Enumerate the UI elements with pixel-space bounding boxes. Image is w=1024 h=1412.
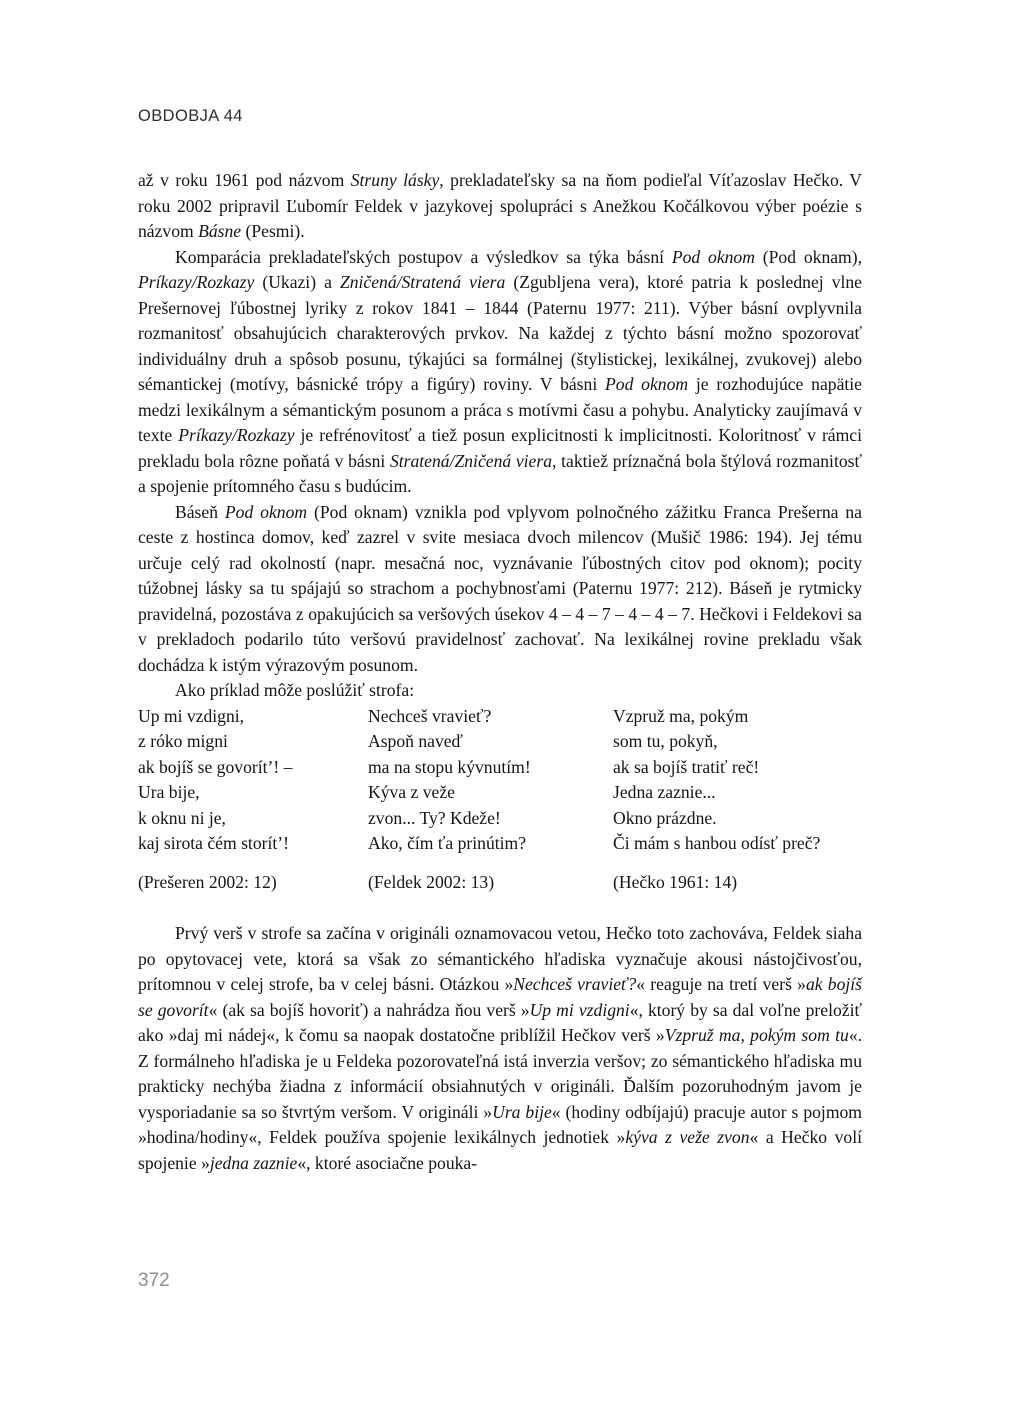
text-segment: (Zgubljena vera), ktoré patria k poslednej vlne Prešernovej ľúbostnej lyriky z rokov 1841 – 1844 (Paternu 1977: 211). Výber básní ovplyvnila rozmanitosť obsahujúcich charakterových prvkov. Na každej z týchto básní možno spozorovať individuálny druh a spôsob posunu, týkajúci sa formálnej (štylistickej, lexikálnej, zvukovej) alebo sémantickej (motívy, básnické trópy a figúry) roviny. V básni bbox=[138, 272, 862, 394]
italic-text: Up mi vzdigni bbox=[529, 999, 630, 1020]
italic-text: Príkazy/Rozkazy bbox=[178, 425, 295, 445]
italic-text: ak bojíš se govorít bbox=[138, 974, 863, 1020]
text-segment: Ako príklad môže poslúžiť strofa: bbox=[175, 680, 415, 700]
verse-line: kaj sirota čém storít’! bbox=[138, 833, 289, 853]
text-segment: (Pod oknam) vznikla pod vplyvom polnočného zážitku Franca Prešerna na ceste z hostinca domov, keď zazrel v svite mesiaca dvoch milencov (Mušič 1986: 194). Jej tému určuje celý rad okolností (napr. mesačná noc, vyznávanie ľúbostných citov pod oknom); pocity túžobnej lásky sa tu spájajú so strachom a pochybnosťami (Paternu 1977: 212). Báseň je rytmicky pravidelná, pozostáva z opakujúcich sa veršových úsekov 4 – 4 – 7 – 4 – 4 – 7. Hečkovi i Feldekovi sa v prekladoch podarilo túto veršovú pravidelnosť zachovať. Na lexikálnej rovine prekladu však dochádza k istým výrazovým posunom. bbox=[138, 501, 862, 675]
text-segment: (Ukazi) a bbox=[254, 272, 340, 292]
italic-text: Zničená/Stratená viera bbox=[339, 272, 506, 292]
text-segment: (Pesmi). bbox=[241, 221, 305, 241]
verse-line: Vzpruž ma, pokým bbox=[613, 705, 749, 726]
text-segment: je rozhodujúce napätie medzi lexikálnym a sémantickým posunom a práca s motívmi času a pohybu. Analyticky zaujímavá v texte bbox=[138, 374, 862, 445]
italic-text: Ura bije bbox=[492, 1101, 552, 1122]
paragraph-komparacia bbox=[138, 245, 862, 500]
text-segment: «, ktoré asociačne pouka- bbox=[297, 1152, 478, 1173]
text-segment: « (hodiny odbíjajú) pracuje autor s pojmom »hodina/hodiny«, Feldek používa spojenie lexikálnych jednotiek » bbox=[138, 1101, 862, 1147]
italic-text: Nechceš vravieť? bbox=[513, 974, 637, 994]
italic-text: Pod oknom bbox=[671, 246, 755, 267]
verse-line: ak sa bojíš tratiť reč! bbox=[613, 756, 760, 777]
verse-line: Či mám s hanbou odísť preč? bbox=[613, 833, 821, 853]
text-segment: « (ak sa bojíš hovoriť) a nahrádza ňou verš » bbox=[208, 999, 530, 1020]
italic-text: Stratená/Zničená viera bbox=[389, 450, 553, 471]
verse-line: Kýva z veže bbox=[368, 782, 455, 802]
paragraph-intro bbox=[138, 168, 862, 245]
italic-text: kýva z veže zvon bbox=[625, 1127, 750, 1147]
verse-line: Ura bije, bbox=[138, 782, 200, 802]
text-segment: Prvý verš v strofe sa začína v origináli oznamovacou vetou, Hečko toto zachováva, Feldek siaha po opytovacej vete, ktorá sa však zo sémantického hľadiska vyznačuje akousi nástojčivosťou, prítomnou v celej strofe, ba v celej básni. Otázkou » bbox=[138, 923, 862, 994]
verse-comparison-block bbox=[138, 704, 862, 896]
text-segment: až v roku 1961 pod názvom bbox=[138, 170, 351, 190]
verse-line: som tu, pokyň, bbox=[613, 731, 718, 751]
running-head: OBDOBJA 44 bbox=[138, 107, 243, 125]
italic-text: Pod oknom bbox=[224, 501, 308, 522]
paragraph-priklad-lead-in bbox=[138, 678, 862, 704]
verse-column-hecko bbox=[613, 704, 862, 896]
text-segment: , taktiež príznačná bola štýlová rozmanitosť a spojenie prítomného času s budúcim. bbox=[138, 450, 862, 496]
verse-line: ak bojíš se govorít’! – bbox=[138, 756, 293, 777]
body-text-block bbox=[138, 168, 862, 1176]
text-segment: « a Hečko volí spojenie » bbox=[138, 1127, 862, 1173]
verse-line: k oknu ni je, bbox=[138, 807, 226, 828]
verse-line: Up mi vzdigni, bbox=[138, 705, 245, 726]
verse-line: Okno prázdne. bbox=[613, 807, 717, 828]
text-segment: Komparácia prekladateľských postupov a výsledkov sa týka básní bbox=[175, 246, 672, 267]
verse-citation-hecko: (Hečko 1961: 14) bbox=[613, 871, 738, 892]
text-segment: «, ktorý by sa dal voľne preložiť ako »daj mi nádej«, k čomu sa naopak dostatočne priblížil Hečkov verš » bbox=[138, 999, 862, 1045]
text-segment: Báseň bbox=[175, 501, 225, 522]
italic-text: jedna zaznie bbox=[209, 1152, 298, 1173]
italic-text: Vzpruž ma, pokým som tu bbox=[664, 1025, 849, 1045]
italic-text: Struny lásky bbox=[350, 170, 440, 190]
verse-line: zvon... Ty? Kdeže! bbox=[368, 807, 501, 828]
verse-citation-preseren: (Prešeren 2002: 12) bbox=[138, 871, 277, 892]
verse-line: Jedna zaznie... bbox=[613, 782, 716, 802]
verse-column-feldek bbox=[368, 704, 613, 896]
text-segment: , prekladateľsky sa na ňom podieľal Víťazoslav Hečko. V roku 2002 pripravil Ľubomír Feldek v jazykovej spolupráci s Anežkou Kočálkovou výber poézie s názvom bbox=[138, 170, 862, 241]
verse-line: Aspoň naveď bbox=[368, 731, 463, 751]
italic-text: Pod oknom bbox=[605, 374, 689, 394]
text-segment: «. Z formálneho hľadiska je u Feldeka pozorovateľná istá inverzia veršov; zo sémantického hľadiska mu prakticky nechýba žiadna z informácií obsiahnutých v origináli. Ďalším pozoruhodným javom je vysporiadanie sa so štvrtým veršom. V origináli » bbox=[138, 1025, 863, 1122]
italic-text: Príkazy/Rozkazy bbox=[138, 272, 255, 292]
paragraph-analysis bbox=[138, 921, 862, 1176]
italic-text: Básne bbox=[198, 221, 242, 241]
verse-column-preseren bbox=[138, 704, 368, 896]
text-segment: je refrénovitosť a tiež posun explicitnosti k implicitnosti. Koloritnosť v rámci prekladu bola rôzne poňatá v básni bbox=[138, 425, 862, 471]
verse-line: ma na stopu kývnutím! bbox=[368, 756, 531, 777]
paragraph-basen-pod-oknom bbox=[138, 500, 862, 679]
verse-citation-feldek: (Feldek 2002: 13) bbox=[368, 871, 495, 892]
text-segment: « reaguje na tretí verš » bbox=[636, 974, 806, 994]
verse-line: Nechceš vravieť? bbox=[368, 705, 492, 726]
text-segment: (Pod oknam), bbox=[754, 246, 862, 267]
page-number: 372 bbox=[138, 1270, 170, 1291]
verse-line: z róko migni bbox=[138, 731, 228, 751]
verse-line: Ako, čím ťa prinútim? bbox=[368, 833, 527, 853]
